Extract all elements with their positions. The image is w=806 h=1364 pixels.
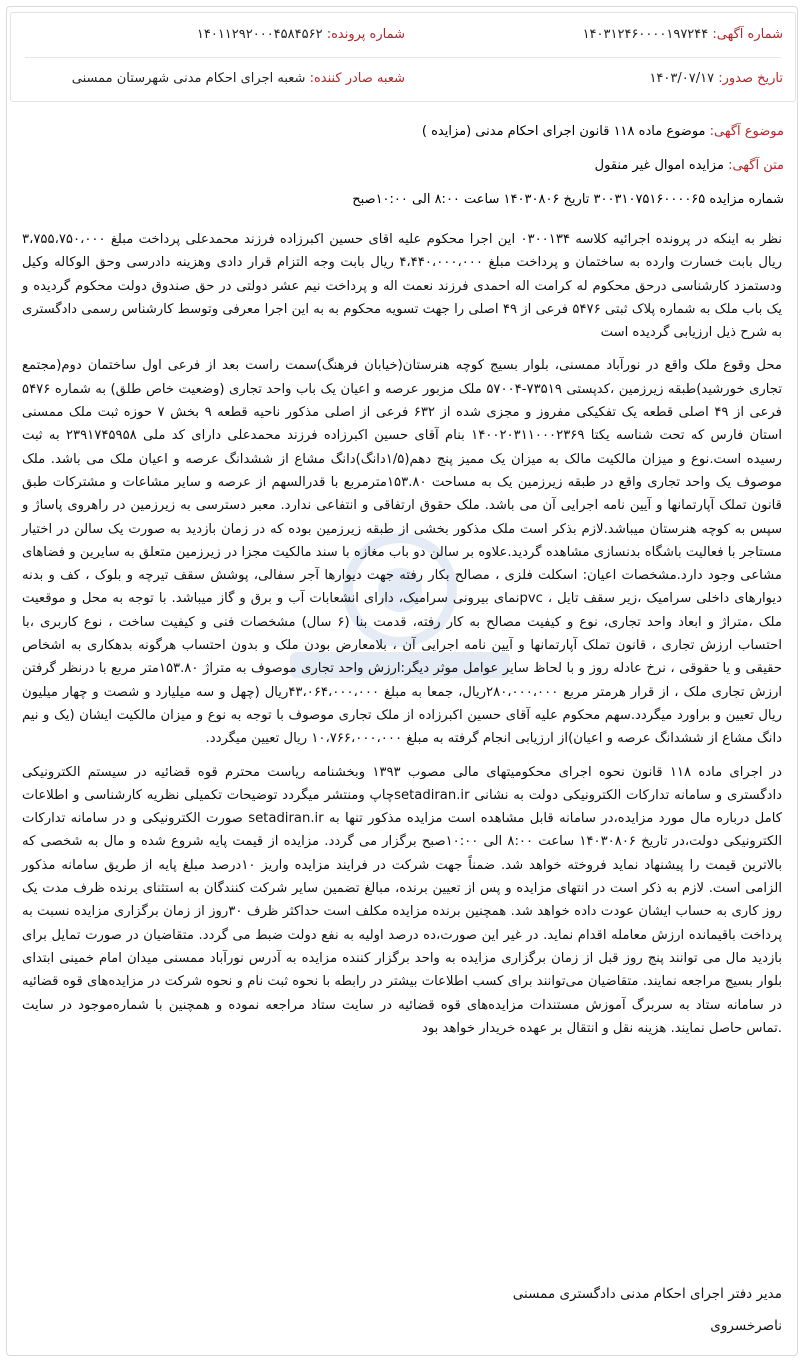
subject-row bbox=[422, 124, 784, 139]
paragraph-property-description: محل وقوع ملک واقع در نورآباد ممسنی، بلوار بسیج کوچه هنرستان(خیابان فرهنگ)سمت راست بعد از فرعی اول ساختمان دوم(مجتمع تجاری خورشید)طبقه زیرزمین ،کدپستی ۷۳۵۱۹-۵۷۰۰۴ ملک مزبور عرصه و اعیان یک باب واحد تجاری (وضعیت خاص طلق) به شماره ۵۴۷۶ فرعی از ۴۹ اصلی قطعه یک تفکیکی مفروز و مجزی شده از ۶۳۲ فرعی از اصلی مذکور ناحیه قطعه ۹ بخش ۷ حوزه ثبت ملک ممسنی استان فارس که تحت شناسه یکتا ۱۴۰۰۲۰۳۱۱۰۰۰۲۳۶۹ بنام آقای حسین اکبرزاده فرزند محمدعلی دارای کد ملی ۲۳۹۱۷۴۵۹۵۸ به ثبت رسیده است.نوع و میزان مالکیت مالک به میزان یک ممیز پنج دهم(۱/۵دانگ)دانگ مشاع از ششدانگ عرصه و اعیان ملک می باشد. ملک موصوف یک واحد تجاری واقع در طبقه زیرزمین یک به مساحت ۱۵۳.۸۰مترمربع با قدرالسهم از عرصه و سایر مشاعات و مشترکات طبق قانون تملک آپارتمانها و آیین نامه اجرایی آن می باشد. ملک حقوق ارتفاقی و انتفاعی ندارد. معبر دسترسی به زیرزمین در راهروی پاساژ و سپس به کوچه هنرستان میباشد.لازم بذکر است ملک مذکور بخشی از طبقه زیرزمین بوده که در زمان بازدید به صورت یک سالن در اختیار مستاجر با فعالیت باشگاه بدنسازی مشاهده گردید.علاوه بر سالن دو باب مغازه با سند مالکیت مجزا در زیرزمین متعلق به سایرین و فضاهای مشاعی وجود دارد.مشخصات اعیان: اسکلت فلزی ، مصالح بکار رفته جهت دیوارها آجر سفالی، پوشش سقف تیرچه و بلوک ، کف و بدنه دیوارهای داخلی سرامیک ،زیر سقف تایل ، pvcنمای بیرونی سرامیک، دارای انشعابات آب و برق و گاز میباشد. با توجه به محل و موقعیت ملک ،متراژ و ابعاد واحد تجاری، نوع و کیفیت مصالح به کار رفته، قدمت بنا (۶ سال) مشخصات فنی و کیفیت ساخت ، نوع کاربری ،با احتساب ارزش تجاری ، قانون تملک آپارتمانها و آیین نامه اجرایی آن ، بلامعارض بودن ملک و بدون احتساب هرگونه بدهکاری به اشخاص حقیقی و یا حقوقی ، نرخ عادله روز و با لحاظ سایر عوامل موثر دیگر:ارزش واحد تجاری موصوف به متراژ ۱۵۳.۸۰متر مربع با درنظر گرفتن ارزش تجاری ملک ، از قرار هرمتر مربع ۲۸۰،۰۰۰،۰۰۰ریال، جمعا به مبلغ ۴۳،۰۶۴،۰۰۰،۰۰۰ریال (چهل و سه میلیارد و شصت و چهار میلیون ریال تعیین و براورد میگردد.سهم محکوم علیه آقای حسین اکبرزاده از ملک تجاری موصوف با توجه به نوع و میزان مالکیت ایشان (یک و نیم دانگ مشاع از ششدانگ عرصه و اعیان)از ارزیابی انجام گرفته به مبلغ ۱۰،۷۶۶،۰۰۰،۰۰۰ ریال تعیین میگردد. bbox=[22, 358, 783, 747]
announcement-body bbox=[22, 228, 782, 1042]
file-number: ۱۴۰۱۱۲۹۲۰۰۰۴۵۸۴۵۶۲ bbox=[196, 27, 323, 42]
issue-date-label: تاریخ صدور: bbox=[718, 71, 783, 86]
ad-number-label: شماره آگهی: bbox=[712, 27, 783, 42]
ad-number: ۱۴۰۳۱۲۴۶۰۰۰۰۱۹۷۲۴۴ bbox=[582, 27, 709, 42]
text-title-row bbox=[595, 158, 784, 173]
issuing-branch-row bbox=[72, 71, 405, 86]
file-number-row bbox=[197, 27, 405, 42]
subject-text: موضوع ماده ۱۱۸ قانون اجرای احکام مدنی (مزایده ) bbox=[421, 124, 706, 139]
file-number-label: شماره پرونده: bbox=[326, 27, 405, 42]
paragraph-auction-terms: در اجرای ماده ۱۱۸ قانون نحوه اجرای محکومیتهای مالی مصوب ۱۳۹۳ وبخشنامه ریاست محترم قوه قضائیه در سیستم الکترونیکی دادگستری و سامانه تدارکات الکترونیکی دولت به نشانی setadiran.irچاپ ومنتشر میگردد توضیحات تکمیلی نظریه کارشناسی و اطلاعات کامل درباره مال مورد مزایده،در سامانه قابل مشاهده است مزایده مذکور تنها به setadiran.ir صورت الکترونیکی و در سامانه تدارکات الکترونیکی دولت،در تاریخ ۱۴۰۳۰۸۰۶ ساعت ۸:۰۰ الی ۱۰:۰۰صبح برگزار می گردد. مزایده از قیمت پایه شروع شده و مال به شخصی که بالاترین قیمت را پیشنهاد نماید فروخته خواهد شد. ضمناً جهت شرکت در فرایند مزایده واریز ۱۰درصد مبلغ پایه از طریق سامانه مذکور الزامی است. لازم به ذکر است در انتهای مزایده و پس از تعیین برنده، مبالغ تضمین سایر شرکت کنندگان به استثنای برنده ظرف مدت یک روز کاری به حساب ایشان عودت داده خواهد شد. همچنین برنده مزایده مکلف است حداکثر ظرف ۳۰روز از زمان برگزاری مزایده نسبت به پرداخت باقیمانده ارزش معامله اقدام نماید. در غیر این صورت،ده درصد اولیه به نفع دولت ضبط می گردد. متقاضیان در صورت تمایل برای بازدید مال می توانند پنج روز قبل از زمان برگزاری مزایده به واحد برگزار کننده مزایده به آدرس نورآباد ممسنی میدان امام خمینی ابتدای بلوار بسیج مراجعه نمایند. متقاضیان می‌توانند برای کسب اطلاعات بیشتر در رابطه با نحوه ثبت نام و نحوه شرکت در مزایده‌های قوه قضائیه در سامانه ستاد به سربرگ آموزش مستندات مزایده‌های قوه قضائیه در سایت ستاد مراجعه نموده و همچنین با شماره‌موجود در سایت .تماس حاصل نمایند. هزینه نقل و انتقال بر عهده خریدار خواهد بود bbox=[22, 764, 783, 1036]
issuing-branch: شعبه اجرای احکام مدنی شهرستان ممسنی bbox=[71, 71, 306, 86]
issue-date-row bbox=[649, 71, 783, 86]
header-box bbox=[10, 12, 796, 102]
ad-number-row bbox=[583, 27, 783, 42]
signoff-name: ناصرخسروی bbox=[710, 1318, 782, 1334]
signoff-title: مدیر دفتر اجرای احکام مدنی دادگستری ممسنی bbox=[512, 1286, 782, 1302]
subject-label: موضوع آگهی: bbox=[709, 124, 784, 139]
issue-date: ۱۴۰۳/۰۷/۱۷ bbox=[649, 71, 715, 86]
paragraph-judgment: نظر به اینکه در پرونده اجرائیه کلاسه ۰۳۰۰۱۳۴ این اجرا محکوم علیه اقای حسین اکبرزاده فرزند محمدعلی پرداخت مبلغ ۳،۷۵۵،۷۵۰،۰۰۰ ریال بابت خسارت وارده به ساختمان و پرداخت مبلغ ۴،۴۴۰،۰۰۰،۰۰۰ ریال بابت وجه التزام قرار دادی وهزینه دادرسی وحق الوکاله وکیل ودستمزد کارشناسی درحق محکوم له کرامت اله احمدی فرزند نعمت اله و پرداخت نیم عشر دولتی در حق صندوق دولت محکوم گردیده و یک باب ملک به شماره پلاک ثبتی ۵۴۷۶ فرعی از ۴۹ اصلی را جهت تسویه محکوم به به این اجرا معرفی وتوسط کارشناس رسمی دادگستری به شرح ذیل ارزیابی گردیده است bbox=[22, 232, 783, 341]
issuing-branch-label: شعبه صادر کننده: bbox=[309, 71, 405, 86]
auction-number-line: شماره مزایده ۳۰۰۳۱۰۷۵۱۶۰۰۰۰۶۵ تاریخ ۱۴۰۳۰۸۰۶ ساعت ۸:۰۰ الی ۱۰:۰۰صبح bbox=[352, 192, 784, 207]
text-label: متن آگهی: bbox=[728, 158, 784, 173]
header-divider bbox=[25, 57, 781, 58]
text-title: مزایده اموال غیر منقول bbox=[594, 158, 724, 173]
